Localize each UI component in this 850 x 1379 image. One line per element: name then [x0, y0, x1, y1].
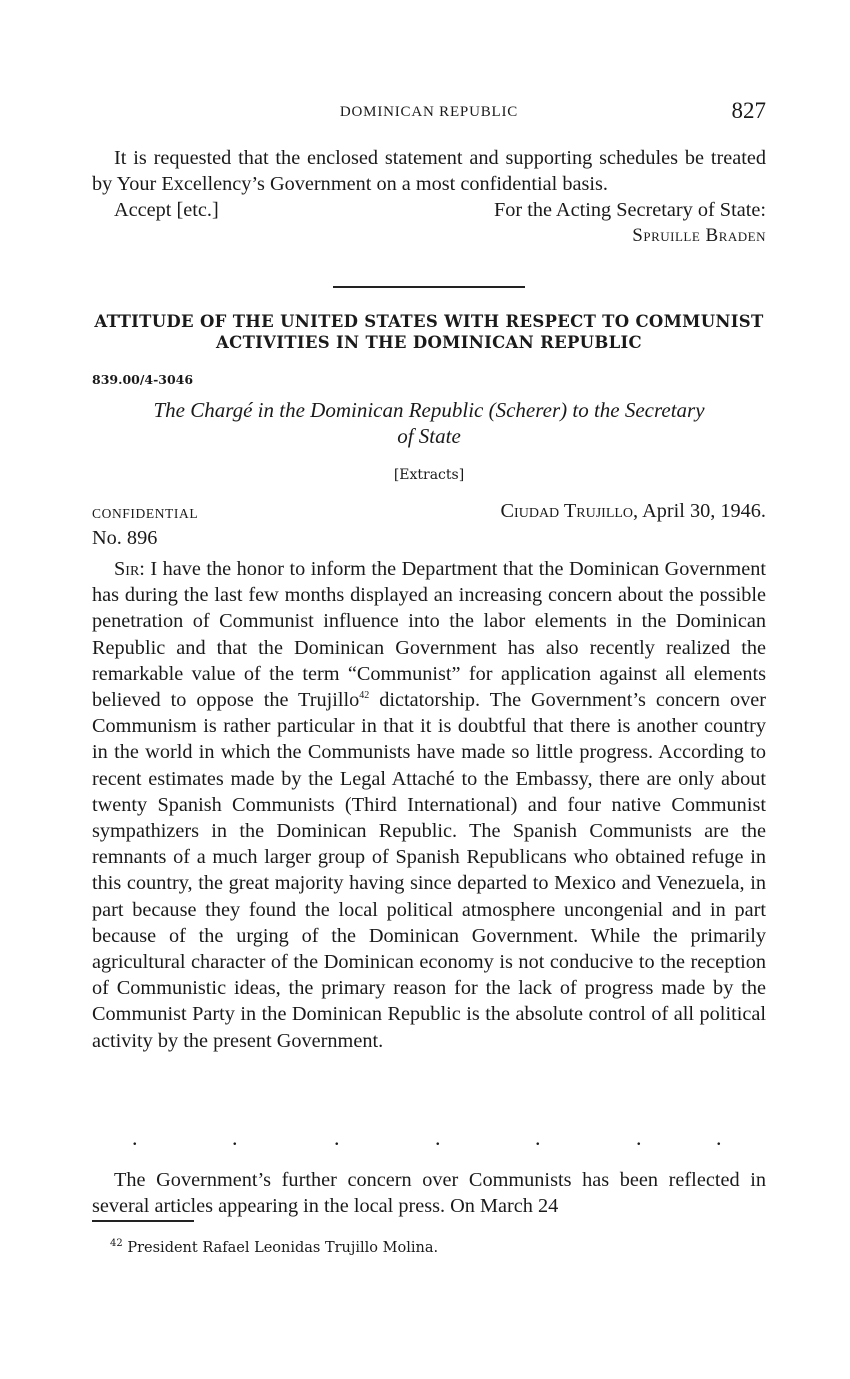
document-title-line-2: of State	[397, 424, 461, 448]
footnote-reference: 42	[359, 690, 370, 702]
continuation-paragraph: The Government’s further concern over Communists has been reflected in several articles appearing in the local press. On March 24	[92, 1169, 766, 1218]
footnote-text: President Rafael Leonidas Trujillo Molina.	[127, 1240, 439, 1256]
intro-block	[92, 145, 766, 249]
page-number: 827	[731, 98, 766, 123]
intro-paragraph: It is requested that the enclosed statement and supporting schedules be treated by Your Excellency’s Government on a most confidential basis.	[92, 147, 766, 196]
closing-row	[92, 197, 766, 223]
letter-body	[92, 556, 766, 1054]
dateline-place: Ciudad Trujillo,	[500, 500, 639, 522]
letter-text-part-1: I have the honor to inform the Department that the Dominican Government has during the last few months displayed an increasing concern about the possible penetration of Communist influence into the labor elements in the Dominican Republic and that the Dominican Government has also recently realized the remarkable value of the term “Communist” for application against all elements believed to oppose the Trujillo	[92, 558, 766, 712]
letter-text-part-2: dictatorship. The Government’s concern over Communism is rather particular in that it is doubtful that there is another country in the world in which the Communists have made so little progress. According to recent estimates made by the Legal Attaché to the Embassy, there are only about twenty Spanish Communists (Third International) and four native Communist sympathizers in the Dominican Republic. The Spanish Communists are the remnants of a much larger group of Spanish Republicans who obtained refuge in this country, the great majority having since departed to Mexico and Venezuela, in part because they found the local political atmosphere uncongenial and in part because of the urging of the Dominican Government. While the primarily agricultural character of the Dominican economy is not conducive to the reception of Communistic ideas, the primary reason for the lack of progress made by the Communist Party in the Dominican Republic is the absolute control of all political activity by the present Government.	[92, 689, 766, 1052]
closing-left: Accept [etc.]	[114, 199, 219, 222]
letter-paragraph	[92, 556, 766, 1054]
document-title-line-1: The Chargé in the Dominican Republic (Scherer) to the Secretary	[153, 398, 705, 422]
ellipsis-dot: .	[334, 1125, 340, 1150]
ellipsis-dot: .	[636, 1125, 642, 1150]
dateline	[501, 500, 766, 523]
dateline-date: April 30, 1946.	[642, 500, 766, 522]
ellipsis-dot: .	[535, 1125, 541, 1150]
footnote-marker: 42	[110, 1238, 123, 1250]
section-divider	[333, 286, 525, 288]
section-heading-line-1: ATTITUDE OF THE UNITED STATES WITH RESPECT TO COMMUNIST	[94, 312, 764, 331]
ellipsis-dot: .	[232, 1125, 238, 1150]
footnote	[110, 1240, 438, 1256]
section-heading	[92, 311, 766, 353]
footnote-divider	[92, 1220, 194, 1222]
running-header	[92, 100, 766, 130]
document-title	[92, 397, 766, 449]
document-number: No. 896	[92, 527, 158, 549]
signer-name: Spruille Braden	[632, 225, 766, 247]
classification-row	[92, 500, 766, 526]
running-title: DOMINICAN REPUBLIC	[339, 104, 519, 120]
section-heading-line-2: ACTIVITIES IN THE DOMINICAN REPUBLIC	[216, 333, 642, 352]
continuation-block	[92, 1167, 766, 1219]
ellipsis-dot: .	[435, 1125, 441, 1150]
classification-label: CONFIDENTIAL	[92, 506, 199, 521]
ellipsis-dot: .	[716, 1125, 722, 1150]
file-number: 839.00/4-3046	[92, 372, 194, 387]
closing-right: For the Acting Secretary of State:	[493, 199, 766, 222]
salutation: Sir:	[114, 558, 145, 580]
omission-ellipsis	[92, 1125, 766, 1150]
extracts-label: [Extracts]	[393, 467, 465, 483]
ellipsis-dot: .	[132, 1125, 138, 1150]
